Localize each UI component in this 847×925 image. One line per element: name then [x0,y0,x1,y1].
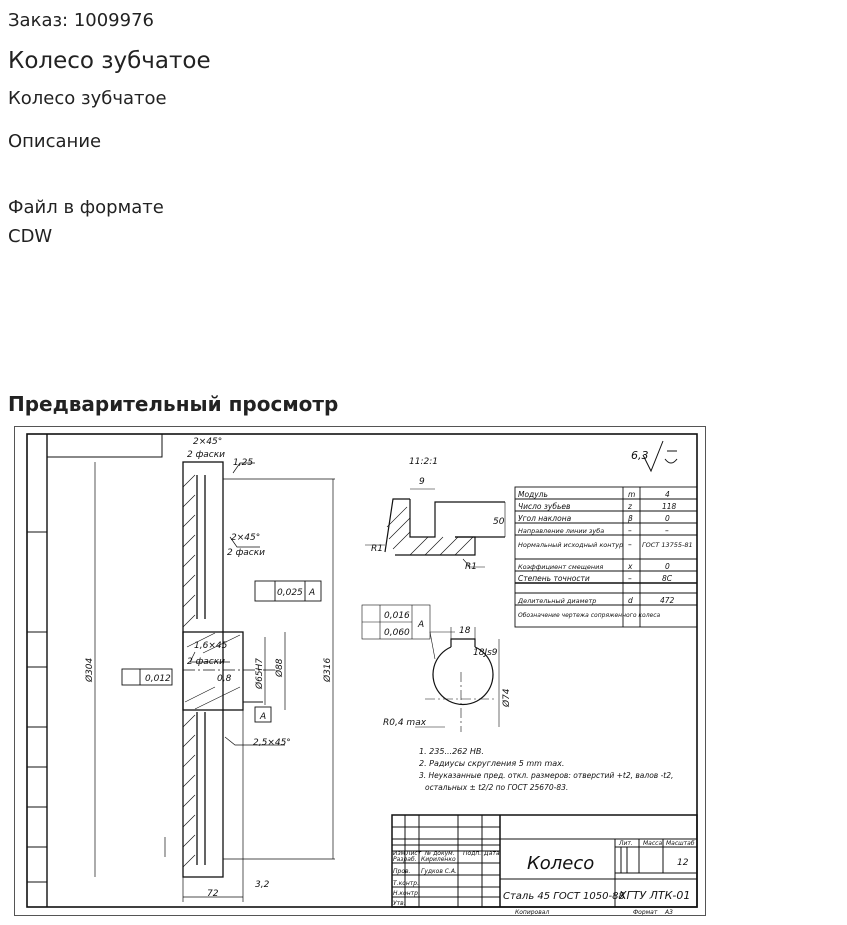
tb-ndoc: № докум. [425,850,455,857]
dim-hub-dia: Ø65Н7 [255,657,265,689]
param-sym-7: d [628,596,633,605]
tol-perp-ref: А [309,588,316,598]
note-1: 1. 235...262 НВ. [419,747,484,756]
param-sym-6: – [628,574,632,583]
param-name-6: Степень точности [518,574,590,583]
dim-key-height: Ø74 [502,688,512,707]
note-2: 2. Радиусы скругления 5 mm max. [419,759,565,768]
dim-chamfer-mid-note: 2 фаски [227,548,266,558]
tb-copied: Копировал [515,909,550,915]
drawing-preview[interactable] [14,426,706,916]
roughness-symbol-value: 6,3 [631,449,649,462]
param-val-3: – [665,526,669,535]
dim-roughness-3-2: 3,2 [255,880,270,890]
tb-podp: Подп. [463,850,482,857]
param-sym-3: – [628,526,632,535]
dim-chamfer-bot: 2,5×45° [253,738,291,748]
tb-format-value: А3 [665,909,673,915]
dim-key-radius: R0,4 max [383,718,427,728]
dim-r1-right: R1 [465,562,477,572]
dim-roughness-08: 0,8 [217,674,232,684]
tol-perp-value: 0,025 [277,588,303,598]
tb-nkontr: Н.контр. [393,890,420,897]
dim-key-width: 18 [459,626,471,636]
description-heading: Описание [8,131,102,152]
tol-symmetry-value: 0,060 [384,628,410,638]
param-sym-5: x [628,562,633,571]
tb-data: Дата [484,850,500,857]
note-3: 3. Неуказанные пред. откл. размеров: отверстий +t2, валов -t2, [419,771,674,780]
dim-width: 72 [207,889,219,899]
cad-drawing [15,427,705,915]
file-format-text: Файл в формате CDW [8,197,164,247]
tb-izm: Изм [393,850,406,857]
param-name-1: Число зубьев [518,502,571,511]
dim-key-tol: 18Js9 [473,648,498,658]
dim-chamfer-top-note: 2 фаски [187,450,226,460]
param-val-5: 0 [665,562,670,571]
product-title: Колесо зубчатое [8,48,211,74]
dim-chamfer-hub-note: 2 фаски [187,657,226,667]
tb-massa: Масса [643,840,663,847]
tb-mass: 12 [677,858,689,868]
product-subtitle: Колесо зубчатое [8,88,167,109]
tb-format: Формат [633,909,658,915]
tb-tkontr: Т.контр. [393,880,420,887]
param-name-0: Модуль [518,490,548,499]
param-val-4: ГОСТ 13755-81 [642,541,693,549]
ref-a-box: А [260,712,267,722]
param-val-0: 4 [665,490,670,499]
tb-checker: Гудков С.А. [421,868,457,875]
note-4: остальных ± t2/2 по ГОСТ 25670-83. [425,783,569,792]
tb-lit: Лит. [619,840,633,847]
tb-list: Лист [406,850,422,857]
tol-parallel-value: 0,016 [384,611,410,621]
param-sym-1: z [628,502,632,511]
param-val-7: 472 [660,596,675,605]
param-name-4: Нормальный исходный контур [518,541,624,549]
dim-roughness-125: 1,25 [233,458,254,468]
tb-razrab: Разраб. [393,856,417,863]
dim-r1-left: R1 [371,544,383,554]
tb-code: ХГТУ ЛТК-01 [619,889,691,902]
param-name-8: Обозначение чертежа сопряженного колеса [518,612,661,619]
tb-material: Сталь 45 ГОСТ 1050-88 [503,891,625,902]
dim-chamfer-mid: 2×45° [231,533,261,543]
tb-author: Кириленко [421,856,456,863]
dim-dia-tip: Ø316 [323,657,333,682]
param-sym-0: m [628,490,636,499]
param-sym-4: – [628,540,632,549]
param-name-2: Угол наклона [518,514,572,523]
dim-tooth-width: 9 [419,477,425,487]
tb-prov: Пров. [393,868,411,875]
dim-hub-len: Ø88 [275,658,285,677]
tb-part-name: Колесо [527,853,595,874]
param-val-2: 0 [665,514,670,523]
dim-dia-outer: Ø304 [85,657,95,682]
tol-runout-value: 0,012 [145,674,171,684]
dim-chamfer-hub: 1,6×45 [194,641,228,651]
dim-tooth-height: 50 [493,517,505,527]
param-name-7: Делительный диаметр [518,597,597,605]
param-val-6: 8С [662,574,673,583]
param-name-3: Направление линии зуба [518,527,605,535]
param-val-1: 118 [662,502,677,511]
param-name-5: Коэффициент смещения [518,563,604,571]
dim-scale-note: 11:2:1 [409,457,438,467]
order-number: Заказ: 1009976 [8,10,154,31]
tb-utv: Утв. [393,900,406,907]
tol-base-ref: А [418,620,425,630]
param-sym-2: β [628,514,633,523]
tb-masshtab: Масштаб [666,840,695,847]
dim-chamfer-top: 2×45° [193,437,223,447]
preview-heading: Предварительный просмотр [8,392,339,416]
